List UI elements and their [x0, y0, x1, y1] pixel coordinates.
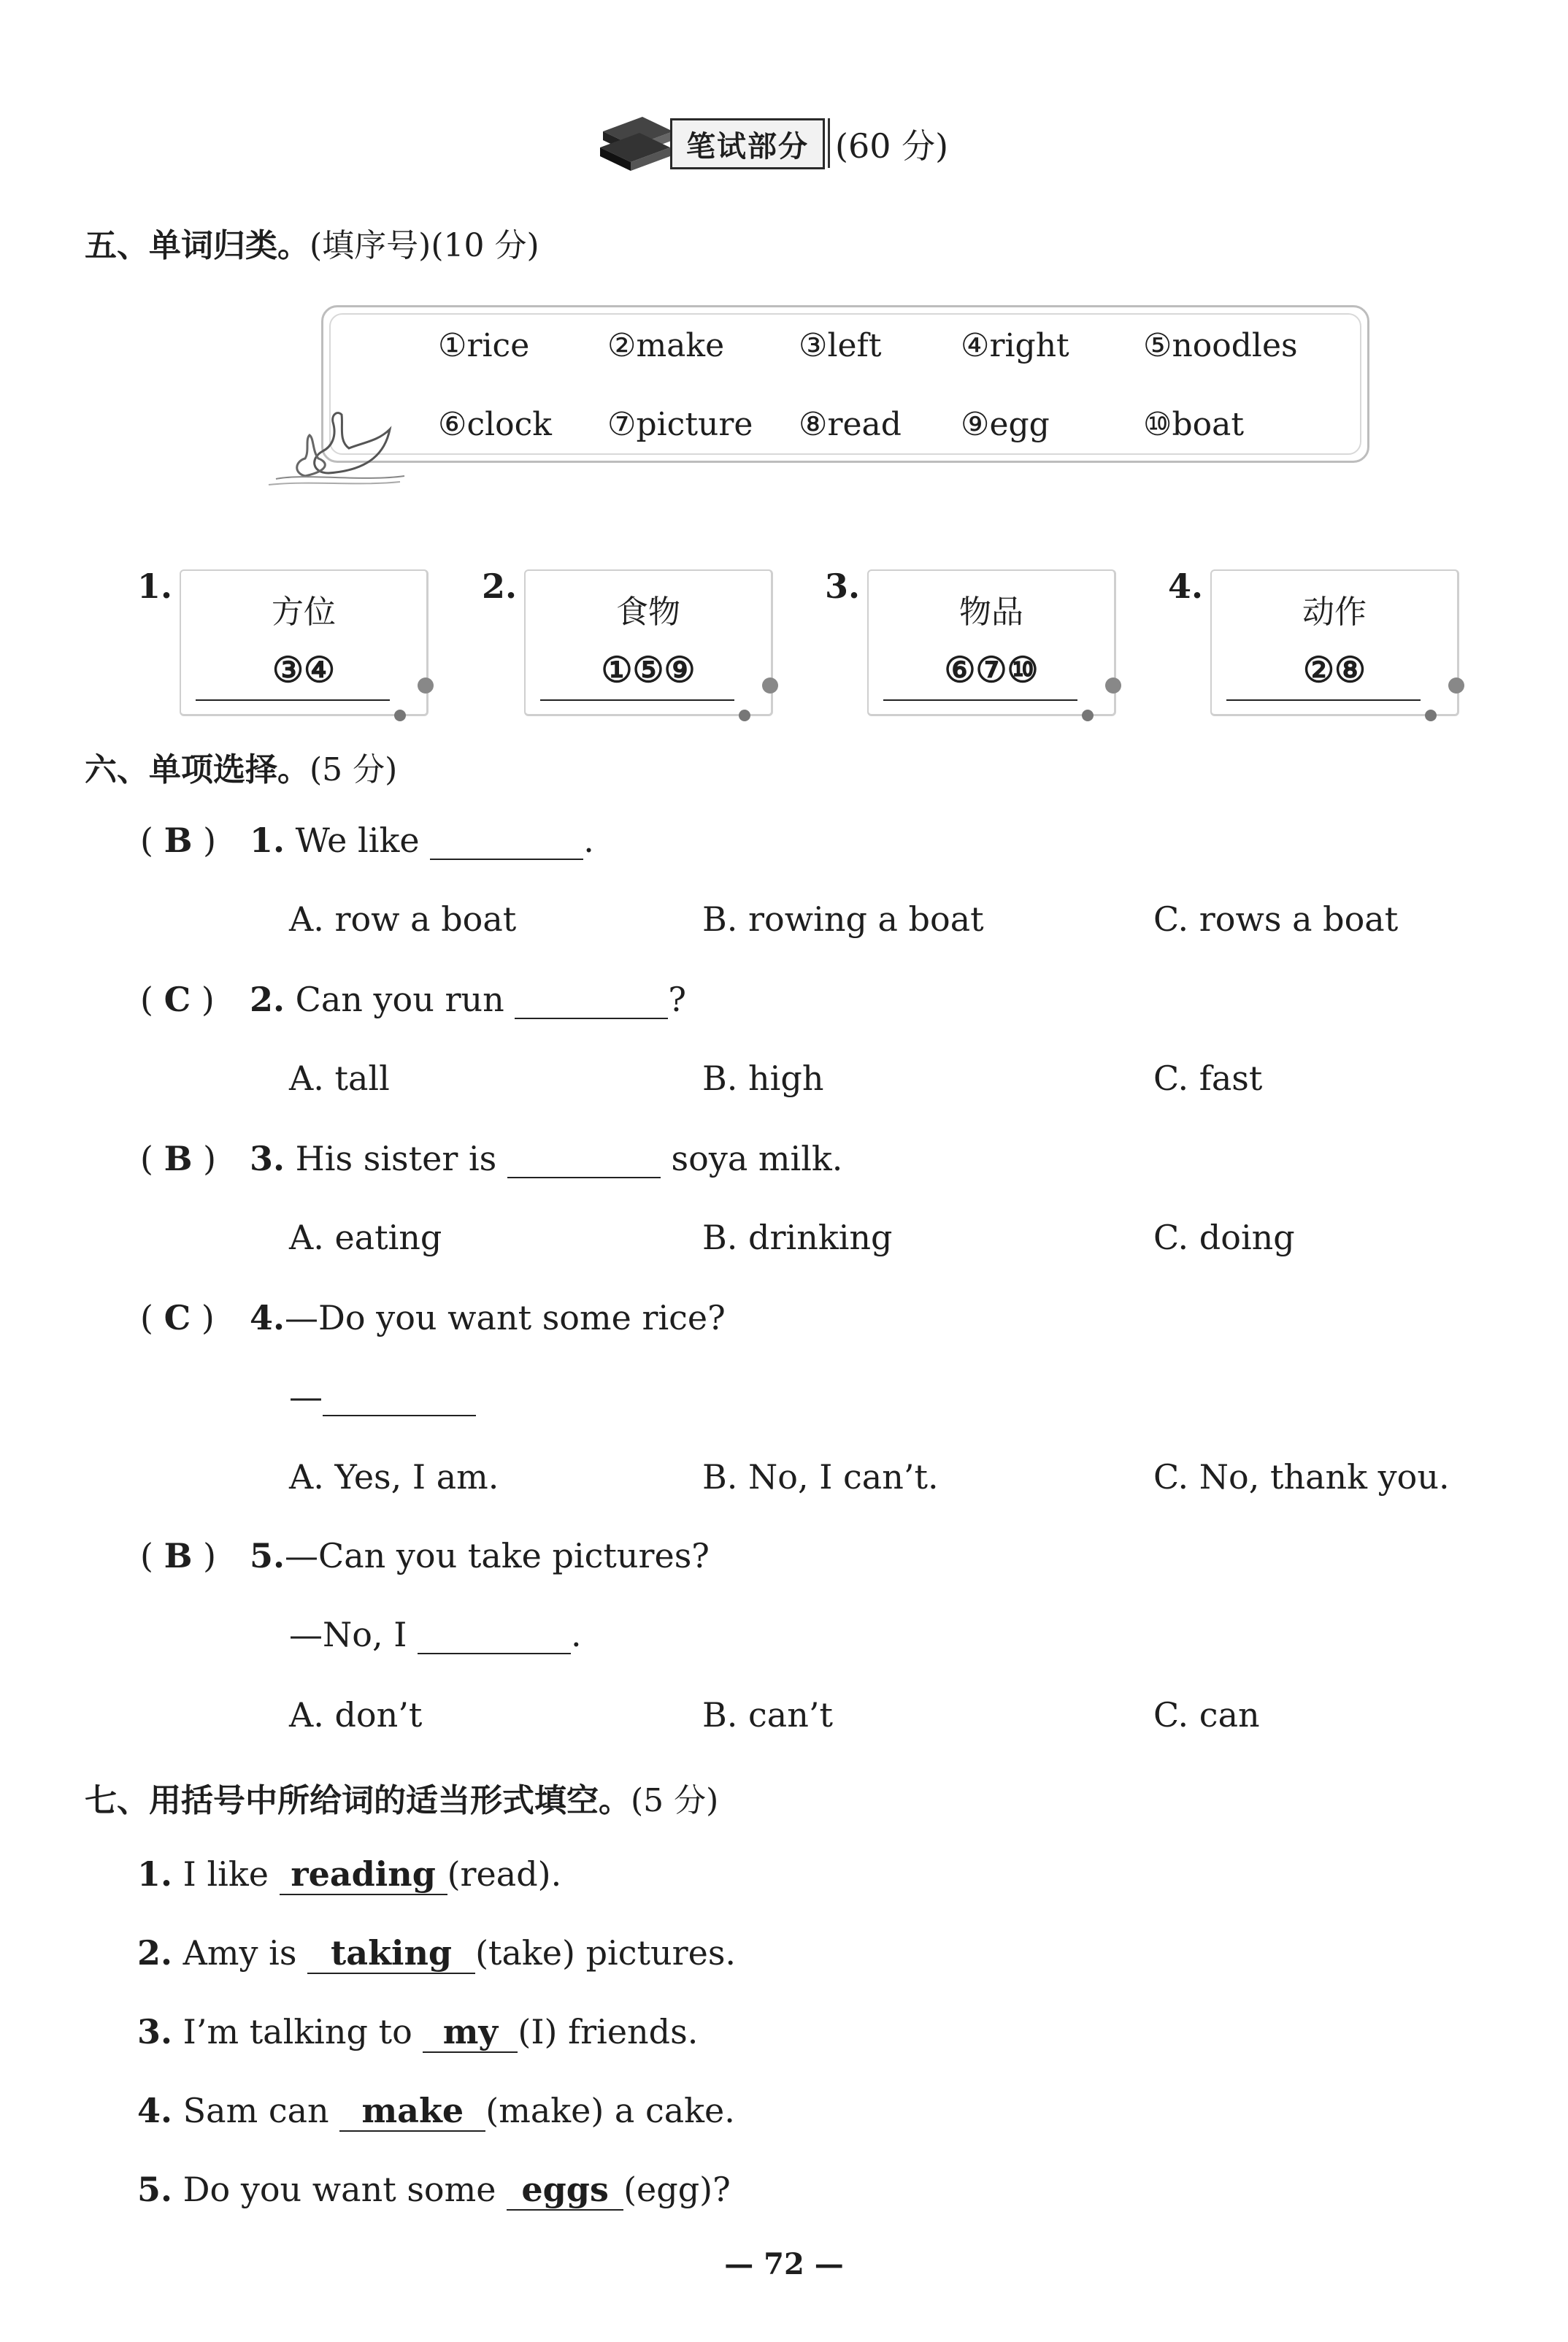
word-item: ⑧read — [799, 406, 902, 443]
category-number: 4. — [1168, 567, 1204, 606]
mc-option: C. fast — [1153, 1059, 1263, 1098]
book-stack-icon — [597, 110, 677, 177]
mc-option: B. No, I can’t. — [702, 1457, 939, 1497]
word-item: ④right — [961, 327, 1069, 364]
section-banner — [597, 110, 977, 177]
category-number: 3. — [825, 567, 861, 606]
geese-illustration — [261, 400, 407, 488]
banner-divider — [828, 118, 830, 168]
answer-blank — [418, 1621, 571, 1654]
mc-option: B. can’t — [702, 1695, 833, 1735]
section7-heading: 七、用括号中所给词的适当形式填空。(5 分) — [85, 1782, 719, 1819]
mc-option: B. high — [702, 1059, 824, 1098]
category-label: 物品 — [959, 594, 1023, 631]
mc-option: A. tall — [289, 1059, 390, 1098]
fill-answer: make — [339, 2091, 485, 2132]
pin-icon — [1448, 677, 1464, 694]
mc-reply: — — [289, 1377, 476, 1416]
answer-blank — [430, 826, 583, 860]
fill-question: 4. Sam can make (make) a cake. — [137, 2091, 735, 2130]
category-answer: ③④ — [272, 650, 336, 691]
category-card — [524, 569, 773, 716]
page-number: — 72 — — [724, 2247, 844, 2281]
word-item: ⑦picture — [607, 406, 753, 443]
mc-option: A. don’t — [289, 1695, 423, 1735]
answer-blank — [515, 986, 668, 1019]
category-answer: ⑥⑦⑩ — [944, 650, 1039, 691]
category-answer: ①⑤⑨ — [601, 650, 696, 691]
mc-question: ( C ) 4.—Do you want some rice? — [140, 1298, 726, 1337]
word-item: ②make — [607, 327, 725, 364]
banner-title: 笔试部分 — [670, 118, 825, 169]
mc-question: ( B ) 5.—Can you take pictures? — [140, 1536, 710, 1575]
fill-answer: my — [423, 2012, 518, 2053]
word-item: ⑥clock — [438, 406, 552, 443]
category-number: 1. — [137, 567, 173, 606]
word-item: ⑨egg — [961, 406, 1050, 443]
mc-option: C. rows a boat — [1153, 899, 1399, 939]
category-label: 动作 — [1302, 594, 1367, 631]
category-answer: ②⑧ — [1302, 650, 1367, 691]
mc-option: A. Yes, I am. — [289, 1457, 499, 1497]
category-card — [180, 569, 428, 716]
mc-option: A. eating — [289, 1218, 442, 1257]
fill-question: 5. Do you want some eggs (egg)? — [137, 2170, 731, 2209]
category-label: 方位 — [272, 594, 336, 631]
section5-heading: 五、单词归类。(填序号)(10 分) — [85, 227, 539, 264]
mc-option: C. can — [1153, 1695, 1260, 1735]
word-item: ⑩boat — [1143, 406, 1245, 443]
mc-question: ( C ) 2. Can you run ? — [140, 980, 686, 1019]
mc-answer: B — [164, 1536, 193, 1575]
word-item: ⑤noodles — [1143, 327, 1298, 364]
fill-answer: eggs — [507, 2170, 623, 2211]
pin-icon — [418, 677, 434, 694]
word-item: ①rice — [438, 327, 530, 364]
fill-question: 2. Amy is taking (take) pictures. — [137, 1933, 737, 1973]
pin-icon — [762, 677, 778, 694]
category-card — [1210, 569, 1459, 716]
fill-question: 3. I’m talking to my (I) friends. — [137, 2012, 699, 2051]
mc-answer: C — [164, 980, 191, 1019]
answer-blank — [323, 1383, 476, 1416]
mc-reply: —No, I . — [289, 1615, 582, 1654]
mc-question: ( B ) 3. His sister is soya milk. — [140, 1139, 843, 1178]
banner-score: (60 分) — [835, 126, 949, 166]
mc-option: C. No, thank you. — [1153, 1457, 1450, 1497]
category-number: 2. — [482, 567, 518, 606]
mc-answer: C — [164, 1298, 191, 1337]
category-label: 食物 — [616, 594, 680, 631]
mc-answer: B — [164, 1139, 193, 1178]
mc-option: C. doing — [1153, 1218, 1295, 1257]
mc-option: A. row a boat — [289, 899, 517, 939]
word-item: ③left — [799, 327, 882, 364]
mc-question: ( B ) 1. We like . — [140, 821, 594, 860]
fill-answer: reading — [280, 1854, 447, 1895]
mc-option: B. rowing a boat — [702, 899, 984, 939]
answer-blank — [507, 1145, 661, 1178]
category-card — [867, 569, 1116, 716]
fill-answer: taking — [307, 1933, 475, 1974]
fill-question: 1. I like reading (read). — [137, 1854, 562, 1894]
mc-option: B. drinking — [702, 1218, 893, 1257]
mc-answer: B — [164, 821, 193, 860]
pin-icon — [1105, 677, 1121, 694]
section6-heading: 六、单项选择。(5 分) — [85, 751, 398, 788]
